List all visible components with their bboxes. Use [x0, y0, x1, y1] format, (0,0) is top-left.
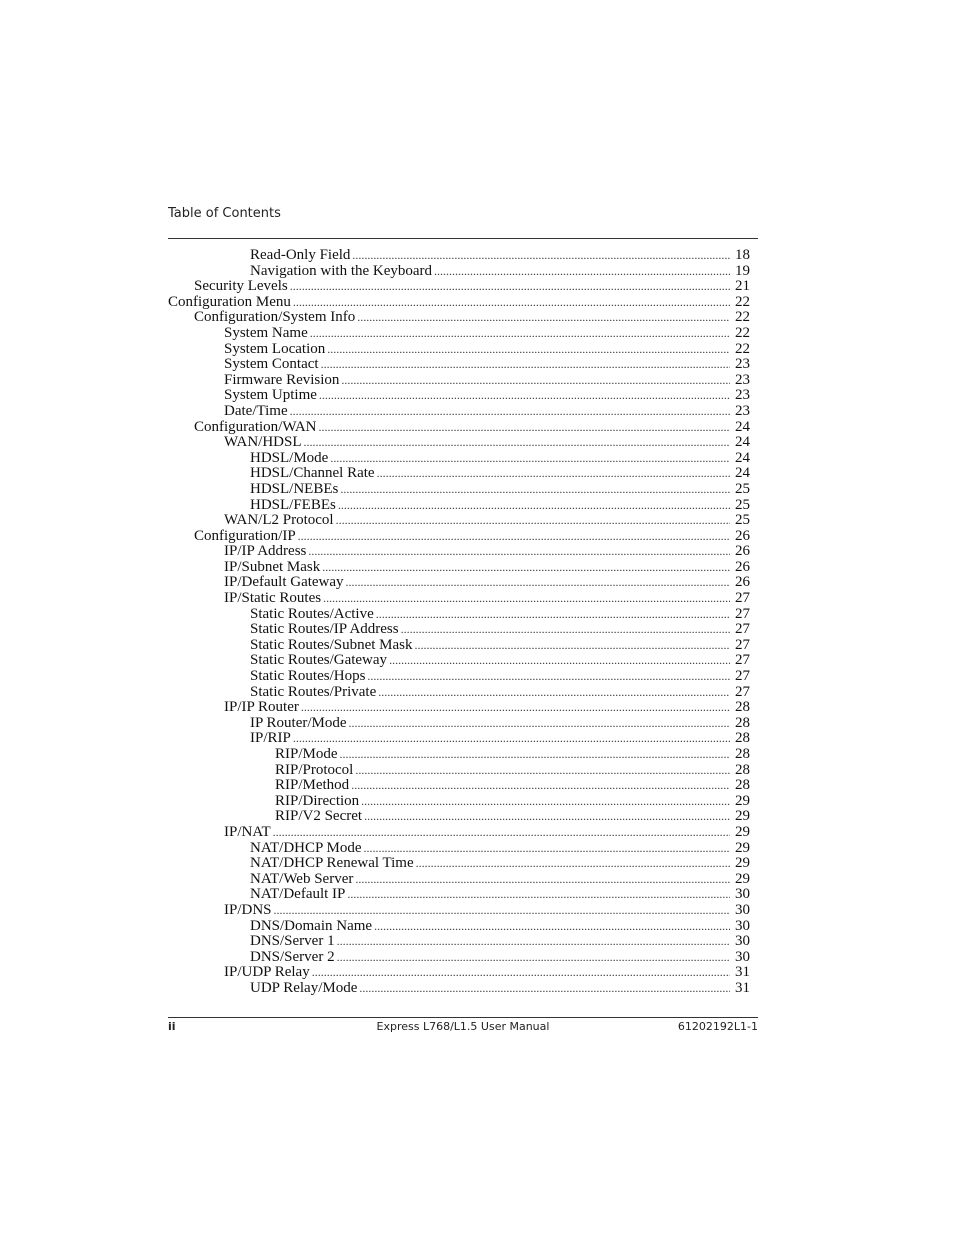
toc-entry[interactable]: [168, 731, 750, 747]
toc-dot-leader: [355, 763, 730, 779]
toc-dot-leader: [327, 342, 730, 358]
toc-entry-label: System Location: [224, 340, 326, 357]
toc-entry-page: 30: [735, 901, 750, 918]
toc-entry[interactable]: [168, 856, 750, 872]
toc-entry-label: HDSL/FEBEs: [250, 496, 336, 513]
toc-dot-leader: [319, 388, 730, 404]
toc-entry-page: 27: [735, 683, 750, 700]
toc-entry[interactable]: [168, 669, 750, 685]
toc-entry-label: NAT/Default IP: [250, 886, 346, 903]
toc-entry-label: IP/UDP Relay: [224, 964, 310, 981]
toc-entry-label: HDSL/Channel Rate: [250, 465, 375, 482]
toc-dot-leader: [389, 653, 730, 669]
toc-entry[interactable]: [168, 607, 750, 623]
toc-entry-page: 19: [735, 262, 750, 279]
toc-entry-label: RIP/V2 Secret: [275, 808, 363, 825]
toc-dot-leader: [364, 841, 730, 857]
toc-entry-page: 28: [735, 777, 750, 794]
toc-entry[interactable]: [168, 981, 750, 997]
toc-dot-leader: [351, 778, 730, 794]
toc-entry[interactable]: [168, 248, 750, 264]
toc-entry-page: 28: [735, 730, 750, 747]
toc-dot-leader: [310, 326, 730, 342]
toc-entry-page: 31: [735, 979, 750, 996]
toc-entry-page: 22: [735, 293, 750, 310]
toc-entry-page: 30: [735, 917, 750, 934]
toc-dot-leader: [323, 591, 730, 607]
toc-entry-label: Configuration/System Info: [194, 309, 356, 326]
toc-entry-label: System Contact: [224, 356, 319, 373]
toc-dot-leader: [321, 357, 730, 373]
toc-entry-label: Static Routes/IP Address: [250, 621, 399, 638]
toc-entry-page: 29: [735, 823, 750, 840]
toc-entry[interactable]: [168, 919, 750, 935]
page-header-title: Table of Contents: [168, 206, 281, 221]
toc-dot-leader: [415, 638, 731, 654]
toc-entry[interactable]: [168, 700, 750, 716]
toc-entry[interactable]: [168, 388, 750, 404]
toc-entry-label: WAN/L2 Protocol: [224, 512, 334, 529]
toc-dot-leader: [318, 420, 730, 436]
toc-entry-label: IP/Subnet Mask: [224, 558, 321, 575]
toc-entry-label: IP/Default Gateway: [224, 574, 344, 591]
toc-entry-page: 29: [735, 839, 750, 856]
toc-dot-leader: [312, 965, 730, 981]
toc-entry-label: IP/RIP: [250, 730, 291, 747]
toc-entry[interactable]: [168, 498, 750, 514]
toc-entry-label: Static Routes/Gateway: [250, 652, 388, 669]
toc-dot-leader: [367, 669, 730, 685]
toc-entry[interactable]: [168, 435, 750, 451]
toc-entry-label: DNS/Domain Name: [250, 917, 373, 934]
toc-entry-page: 26: [735, 527, 750, 544]
toc-entry[interactable]: [168, 591, 750, 607]
toc-entry[interactable]: [168, 903, 750, 919]
toc-entry-page: 28: [735, 746, 750, 762]
footer-rule: [168, 1017, 758, 1018]
toc-entry-label: System Uptime: [224, 387, 317, 404]
toc-entry-page: 29: [735, 855, 750, 872]
toc-entry[interactable]: [168, 513, 750, 529]
toc-entry-page: 30: [735, 933, 750, 950]
toc-dot-leader: [322, 560, 730, 576]
toc-entry-label: IP/DNS: [224, 901, 272, 918]
toc-entry[interactable]: [168, 295, 750, 311]
toc-entry-label: Configuration/IP: [194, 527, 296, 544]
toc-dot-leader: [434, 264, 730, 280]
toc-entry-page: 24: [735, 434, 750, 451]
toc-entry-label: Static Routes/Active: [250, 605, 374, 622]
toc-entry[interactable]: [168, 841, 750, 857]
toc-dot-leader: [374, 919, 730, 935]
toc-entry-page: 27: [735, 621, 750, 638]
toc-dot-leader: [359, 981, 730, 997]
toc-dot-leader: [330, 451, 730, 467]
toc-dot-leader: [346, 575, 730, 591]
toc-entry-page: 23: [735, 387, 750, 404]
toc-entry-page: 27: [735, 636, 750, 653]
table-of-contents: [168, 248, 750, 997]
toc-entry-label: NAT/Web Server: [250, 870, 354, 887]
toc-entry-label: Read-Only Field: [250, 247, 351, 263]
page-footer: [168, 1020, 758, 1036]
toc-entry[interactable]: [168, 451, 750, 467]
toc-entry[interactable]: [168, 965, 750, 981]
toc-entry[interactable]: [168, 357, 750, 373]
toc-entry-page: 23: [735, 371, 750, 388]
toc-entry-page: 24: [735, 449, 750, 466]
toc-entry-page: 22: [735, 324, 750, 341]
toc-entry[interactable]: [168, 544, 750, 560]
toc-entry[interactable]: [168, 326, 750, 342]
toc-entry-page: 25: [735, 496, 750, 513]
toc-entry-page: 30: [735, 886, 750, 903]
toc-dot-leader: [376, 607, 730, 623]
toc-entry[interactable]: [168, 404, 750, 420]
toc-entry[interactable]: [168, 279, 750, 295]
toc-entry-page: 30: [735, 948, 750, 965]
toc-entry-page: 27: [735, 652, 750, 669]
toc-dot-leader: [364, 809, 730, 825]
toc-dot-leader: [355, 872, 730, 888]
toc-dot-leader: [340, 482, 730, 498]
toc-dot-leader: [308, 544, 730, 560]
toc-entry[interactable]: [168, 763, 750, 779]
toc-dot-leader: [352, 248, 730, 264]
toc-entry-page: 25: [735, 480, 750, 497]
toc-entry-page: 22: [735, 309, 750, 326]
toc-entry-page: 26: [735, 574, 750, 591]
toc-dot-leader: [293, 295, 730, 311]
toc-entry-label: HDSL/Mode: [250, 449, 329, 466]
toc-entry[interactable]: [168, 747, 750, 763]
toc-dot-leader: [290, 404, 730, 420]
toc-dot-leader: [341, 373, 730, 389]
toc-entry-page: 28: [735, 699, 750, 716]
toc-entry[interactable]: [168, 794, 750, 810]
toc-dot-leader: [361, 794, 730, 810]
toc-entry-label: UDP Relay/Mode: [250, 979, 358, 996]
toc-entry[interactable]: [168, 342, 750, 358]
toc-entry[interactable]: [168, 872, 750, 888]
toc-entry[interactable]: [168, 934, 750, 950]
toc-entry-label: DNS/Server 1: [250, 933, 335, 950]
toc-entry-page: 21: [735, 278, 750, 295]
toc-entry-page: 24: [735, 465, 750, 482]
toc-dot-leader: [378, 685, 730, 701]
toc-entry-label: HDSL/NEBEs: [250, 480, 339, 497]
toc-entry-label: Static Routes/Private: [250, 683, 377, 700]
toc-entry-page: 24: [735, 418, 750, 435]
toc-entry[interactable]: [168, 778, 750, 794]
toc-entry-page: 23: [735, 356, 750, 373]
toc-entry[interactable]: [168, 373, 750, 389]
toc-entry-page: 29: [735, 870, 750, 887]
toc-entry-label: NAT/DHCP Renewal Time: [250, 855, 414, 872]
toc-dot-leader: [304, 435, 731, 451]
toc-dot-leader: [337, 934, 730, 950]
toc-dot-leader: [416, 856, 730, 872]
toc-entry-label: Date/Time: [224, 402, 288, 419]
toc-entry[interactable]: [168, 685, 750, 701]
toc-entry-label: IP/IP Router: [224, 699, 299, 716]
toc-entry-page: 25: [735, 512, 750, 529]
toc-entry-page: 27: [735, 668, 750, 685]
toc-dot-leader: [301, 700, 730, 716]
footer-page-number: ii: [168, 1020, 176, 1033]
toc-entry[interactable]: [168, 420, 750, 436]
toc-dot-leader: [377, 466, 730, 482]
toc-entry[interactable]: [168, 825, 750, 841]
toc-entry[interactable]: [168, 716, 750, 732]
toc-dot-leader: [274, 903, 730, 919]
toc-entry[interactable]: [168, 653, 750, 669]
toc-entry[interactable]: [168, 887, 750, 903]
toc-entry-label: Navigation with the Keyboard: [250, 262, 433, 279]
toc-entry-label: RIP/Mode: [275, 746, 338, 762]
toc-entry[interactable]: [168, 950, 750, 966]
toc-dot-leader: [338, 498, 730, 514]
toc-entry-label: Static Routes/Subnet Mask: [250, 636, 413, 653]
toc-dot-leader: [273, 825, 730, 841]
toc-entry-label: IP Router/Mode: [250, 714, 347, 731]
toc-entry-page: 29: [735, 792, 750, 809]
toc-entry-label: RIP/Method: [275, 777, 350, 794]
toc-dot-leader: [290, 279, 730, 295]
toc-entry-label: NAT/DHCP Mode: [250, 839, 362, 856]
header-rule: [168, 238, 758, 239]
toc-dot-leader: [336, 513, 730, 529]
toc-dot-leader: [401, 622, 730, 638]
toc-entry-label: DNS/Server 2: [250, 948, 335, 965]
footer-manual-title: Express L768/L1.5 User Manual: [376, 1020, 550, 1033]
toc-entry[interactable]: [168, 466, 750, 482]
toc-entry[interactable]: [168, 560, 750, 576]
toc-dot-leader: [347, 887, 730, 903]
toc-entry-label: IP/Static Routes: [224, 590, 322, 607]
toc-entry[interactable]: [168, 310, 750, 326]
toc-entry[interactable]: [168, 638, 750, 654]
toc-entry-page: 27: [735, 590, 750, 607]
toc-entry-page: 28: [735, 714, 750, 731]
toc-entry[interactable]: [168, 809, 750, 825]
toc-entry-label: Security Levels: [194, 278, 288, 295]
toc-entry-page: 27: [735, 605, 750, 622]
toc-entry-label: Configuration Menu: [168, 293, 291, 310]
toc-entry-page: 29: [735, 808, 750, 825]
toc-entry-label: System Name: [224, 324, 308, 341]
toc-dot-leader: [293, 731, 730, 747]
footer-part-number: 61202192L1-1: [677, 1020, 758, 1033]
toc-entry-label: Firmware Revision: [224, 371, 340, 388]
toc-dot-leader: [298, 529, 730, 545]
toc-entry[interactable]: [168, 264, 750, 280]
toc-entry-label: IP/NAT: [224, 823, 271, 840]
toc-dot-leader: [349, 716, 730, 732]
toc-entry-page: 18: [735, 247, 750, 263]
toc-entry-page: 28: [735, 761, 750, 778]
toc-entry-page: 31: [735, 964, 750, 981]
toc-entry-page: 22: [735, 340, 750, 357]
toc-entry[interactable]: [168, 482, 750, 498]
toc-entry-label: Static Routes/Hops: [250, 668, 366, 685]
toc-entry[interactable]: [168, 575, 750, 591]
toc-entry-label: WAN/HDSL: [224, 434, 302, 451]
toc-entry-label: RIP/Protocol: [275, 761, 354, 778]
toc-entry-label: RIP/Direction: [275, 792, 360, 809]
toc-entry[interactable]: [168, 529, 750, 545]
toc-entry-label: IP/IP Address: [224, 543, 307, 560]
toc-entry-page: 26: [735, 558, 750, 575]
toc-entry-page: 23: [735, 402, 750, 419]
toc-dot-leader: [340, 747, 730, 763]
toc-dot-leader: [337, 950, 730, 966]
toc-entry-page: 26: [735, 543, 750, 560]
toc-entry[interactable]: [168, 622, 750, 638]
toc-dot-leader: [357, 310, 730, 326]
toc-entry-label: Configuration/WAN: [194, 418, 317, 435]
